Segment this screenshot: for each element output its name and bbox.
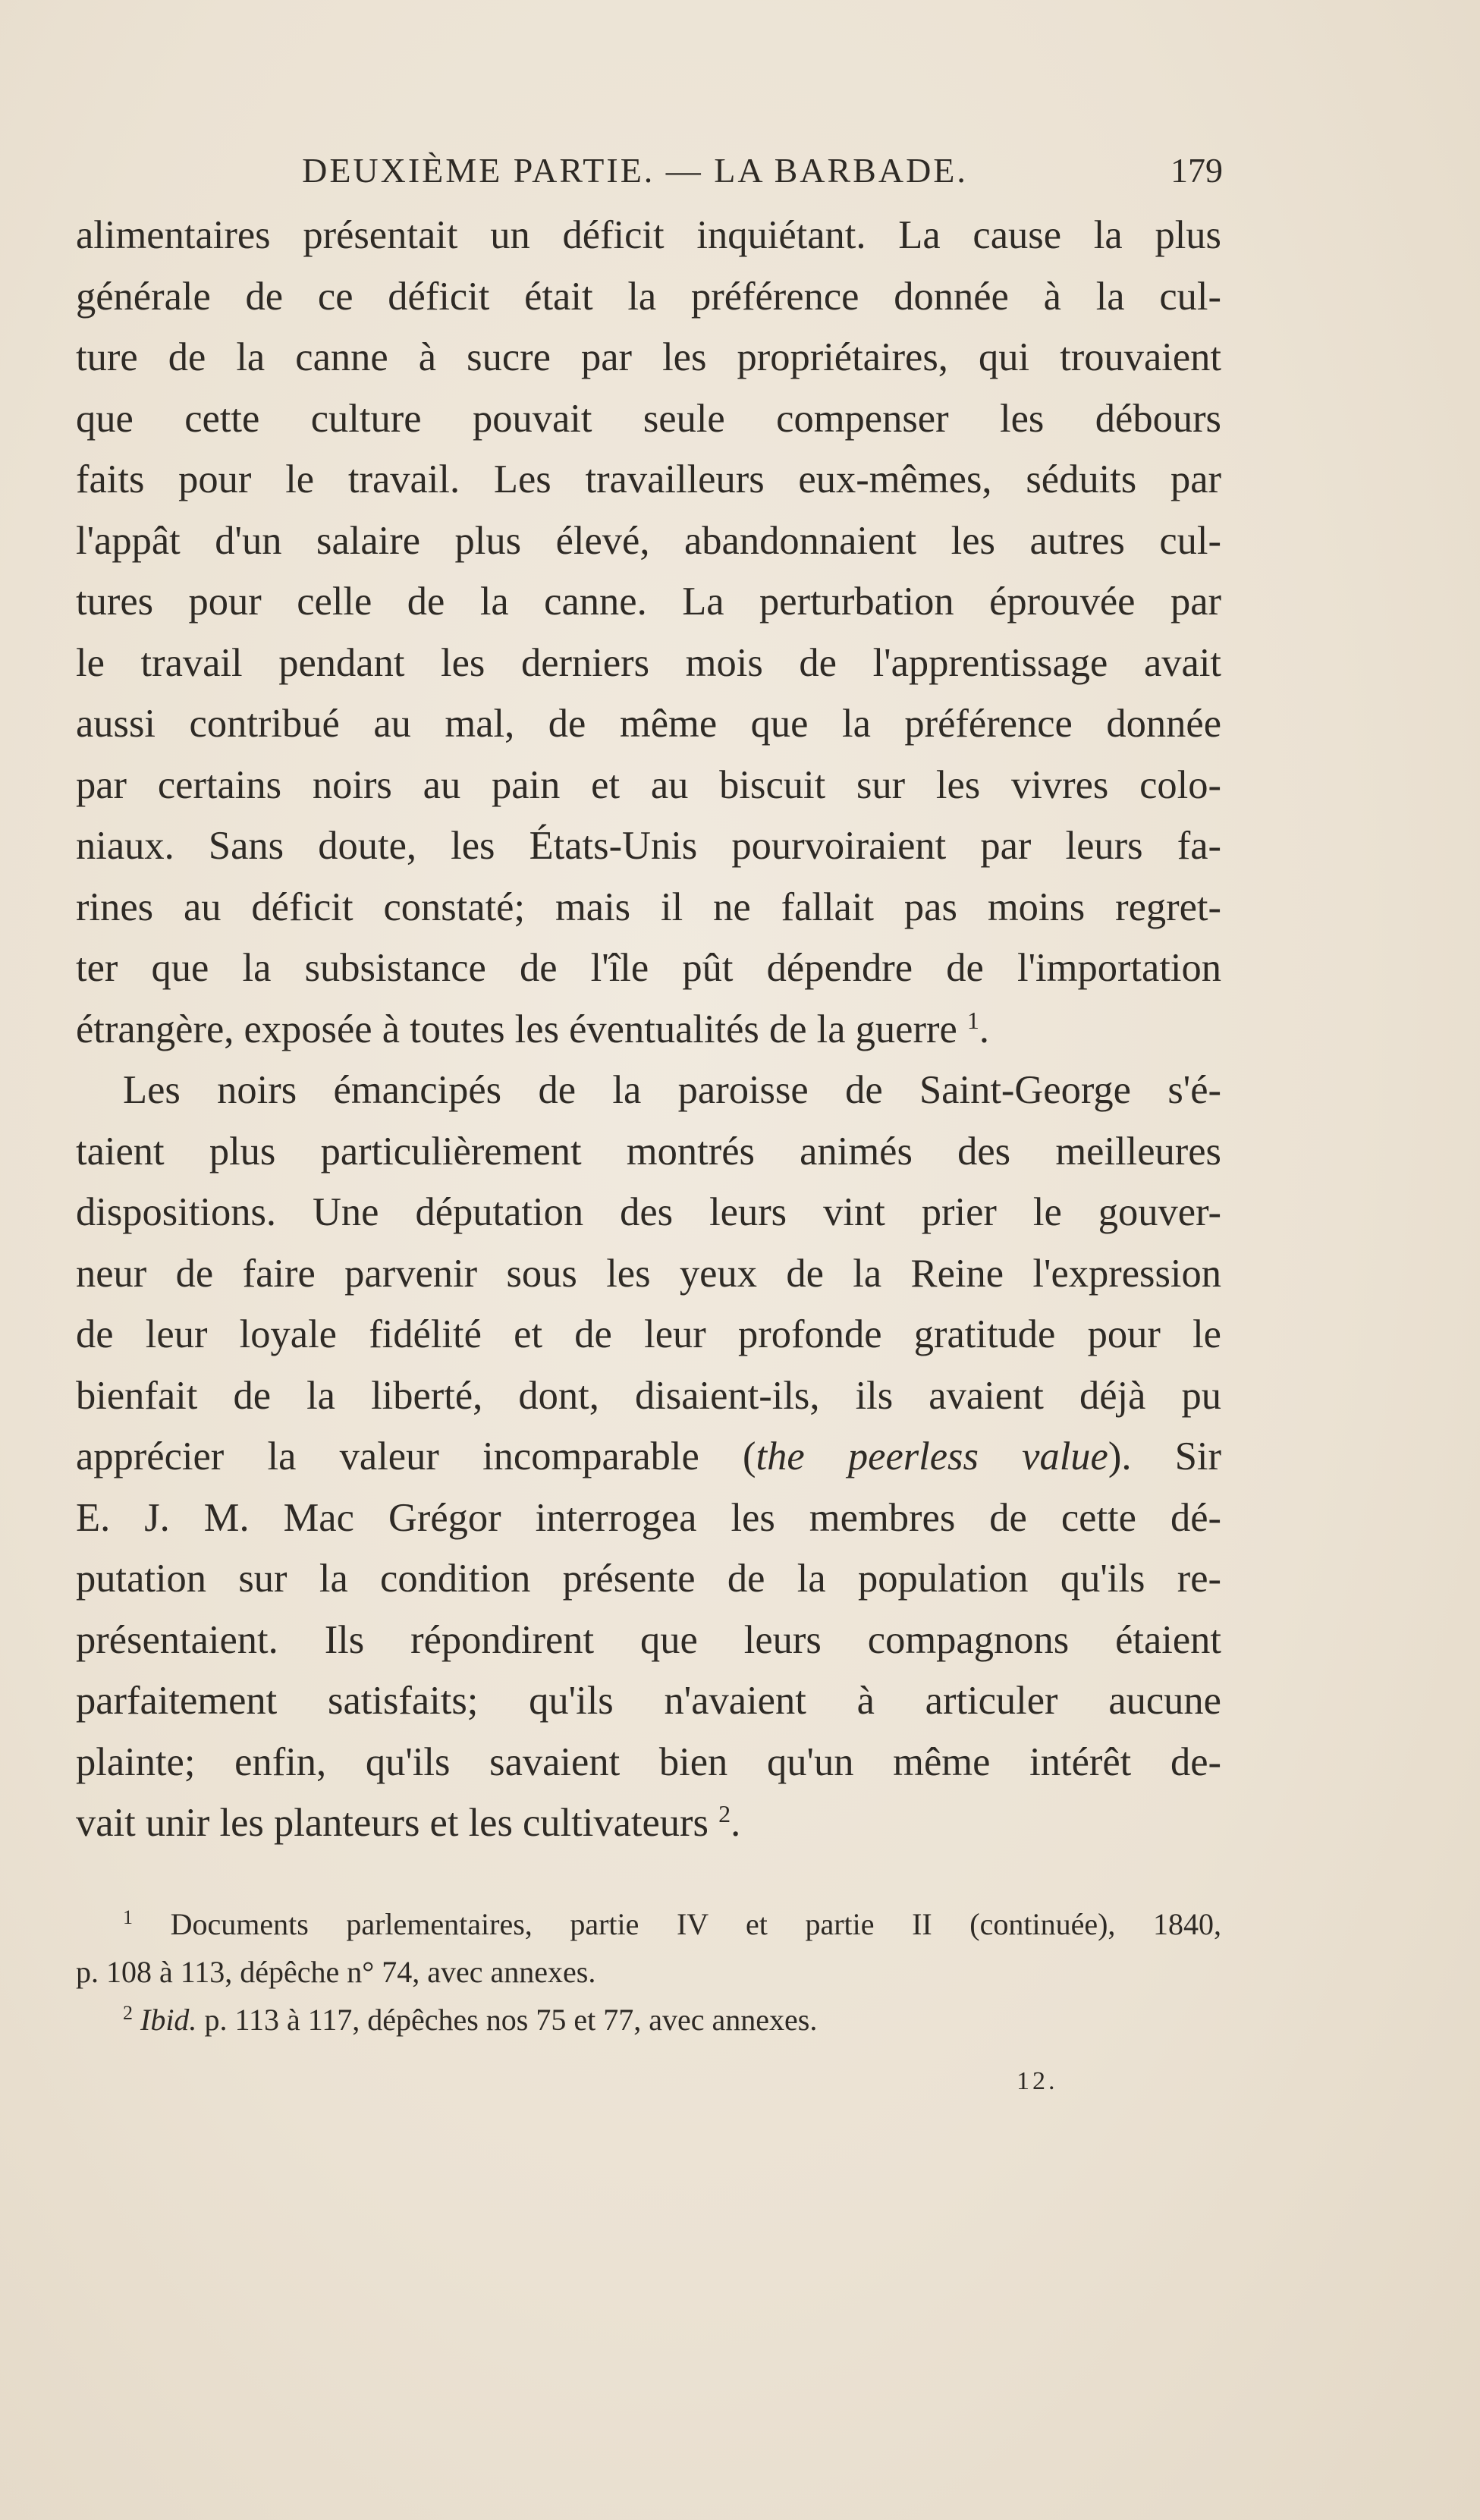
footnote-text: p. 113 à 117, dépêches nos 75 et 77, avec annexes. xyxy=(196,2003,818,2037)
text-line: par certains noirs au pain et au biscuit sur les vivres colo- xyxy=(76,762,1221,807)
text-line xyxy=(76,1793,1221,1854)
text-line: neur de faire parvenir sous les yeux de la Reine l'expression xyxy=(76,1251,1221,1296)
footnote-2 xyxy=(76,1996,1221,2044)
footnote-1 xyxy=(76,1900,1221,1948)
footnote-ref: 2 xyxy=(718,1800,731,1827)
text-line: générale de ce déficit était la préférence donnée à la cul- xyxy=(76,274,1221,319)
running-title: DEUXIÈME PARTIE. — LA BARBADE. xyxy=(302,151,968,190)
footnotes xyxy=(76,1900,1221,2044)
text-line: niaux. Sans doute, les États-Unis pourvoiraient par leurs fa- xyxy=(76,824,1221,868)
running-header xyxy=(237,144,1223,197)
text-segment: ). Sir xyxy=(1108,1434,1221,1478)
text-line: putation sur la condition présente de la population qu'ils re- xyxy=(76,1557,1221,1601)
text-line: parfaitement satisfaits; qu'ils n'avaient à articuler aucune xyxy=(76,1679,1221,1723)
footnote-mark: 2 xyxy=(123,2002,133,2024)
text-line xyxy=(76,1426,1221,1488)
text-line: plainte; enfin, qu'ils savaient bien qu'un même intérêt de- xyxy=(76,1739,1221,1784)
text-segment: apprécier la valeur incomparable ( xyxy=(76,1434,756,1478)
text-line: dispositions. Une députation des leurs vint prier le gouver- xyxy=(76,1190,1221,1234)
text-line: le travail pendant les derniers mois de l'apprentissage avait xyxy=(76,640,1221,685)
paragraph-end: . xyxy=(979,1007,989,1051)
text-line: l'appât d'un salaire plus élevé, abandonnaient les autres cul- xyxy=(76,518,1221,563)
footnote-text: Documents parlementaires, partie IV et partie II (continuée), 1840, xyxy=(170,1907,1221,1941)
text-line: E. J. M. Mac Grégor interrogea les membres de cette dé- xyxy=(76,1495,1221,1540)
italic-phrase: the peerless value xyxy=(756,1434,1108,1478)
body-text xyxy=(76,205,1221,1854)
text-segment: étrangère, exposée à toutes les éventualités de la guerre xyxy=(76,1007,957,1051)
text-line: que cette culture pouvait seule compenser les débours xyxy=(76,396,1221,441)
footnote-ref: 1 xyxy=(966,1006,979,1034)
text-line: aussi contribué au mal, de même que la préférence donnée xyxy=(76,702,1221,746)
paragraph-end: . xyxy=(731,1801,741,1845)
text-line xyxy=(76,999,1221,1060)
text-line: alimentaires présentait un déficit inquiétant. La cause la plus xyxy=(76,213,1221,257)
text-segment: vait unir les planteurs et les cultivateurs xyxy=(76,1801,709,1845)
text-line: faits pour le travail. Les travailleurs eux-mêmes, séduits par xyxy=(76,457,1221,501)
text-line: bienfait de la liberté, dont, disaient-ils, ils avaient déjà pu xyxy=(76,1373,1221,1418)
text-line: de leur loyale fidélité et de leur profonde gratitude pour le xyxy=(76,1312,1221,1356)
text-line: rines au déficit constaté; mais il ne fallait pas moins regret- xyxy=(76,885,1221,929)
page-number: 179 xyxy=(1170,151,1223,190)
footnote-ibid: Ibid. xyxy=(140,2003,197,2037)
text-line: ture de la canne à sucre par les propriétaires, qui trouvaient xyxy=(76,335,1221,379)
footnote-1-continued: p. 108 à 113, dépêche n° 74, avec annexes. xyxy=(76,1955,596,1989)
text-line: tures pour celle de la canne. La perturbation éprouvée par xyxy=(76,580,1221,624)
text-line: ter que la subsistance de l'île pût dépendre de l'importation xyxy=(76,946,1221,990)
text-line: présentaient. Ils répondirent que leurs compagnons étaient xyxy=(76,1617,1221,1662)
text-line: taient plus particulièrement montrés animés des meilleures xyxy=(76,1129,1221,1174)
text-line: Les noirs émancipés de la paroisse de Saint-George s'é- xyxy=(123,1068,1221,1112)
footnote-mark: 1 xyxy=(123,1906,133,1928)
signature-mark: 12. xyxy=(1017,2067,1058,2095)
